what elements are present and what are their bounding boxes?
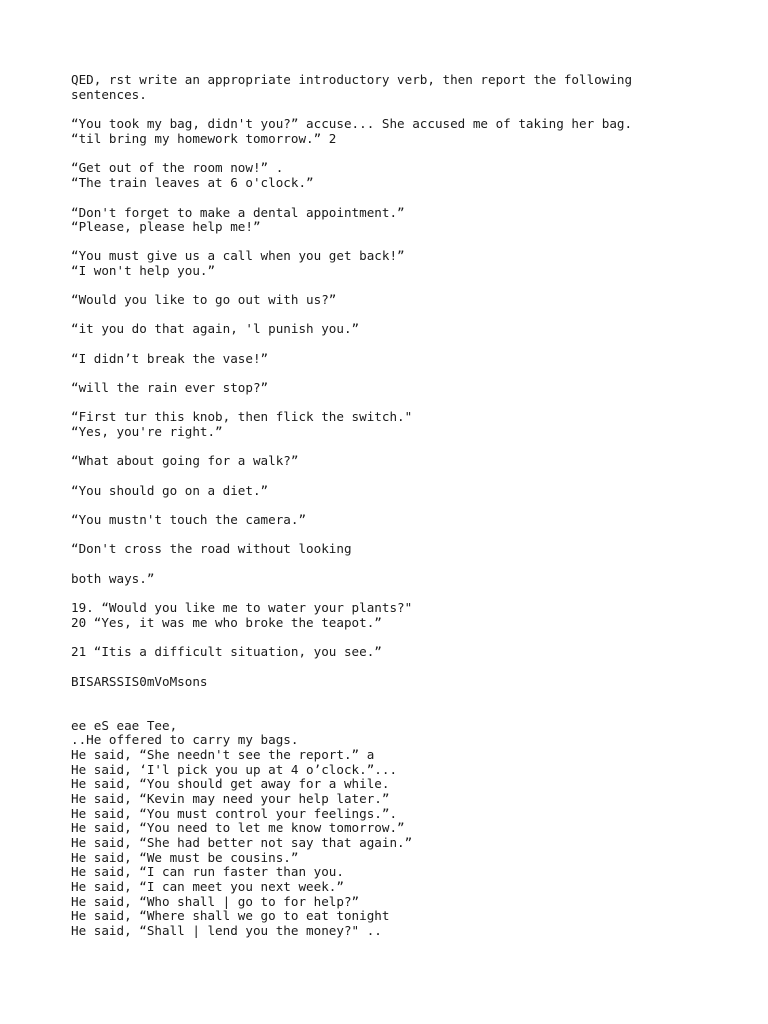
instruction-line-2: sentences. — [71, 87, 147, 102]
exercise-line: “til bring my homework tomorrow.” 2 — [71, 131, 337, 146]
exercise-line: “You should go on a diet.” — [71, 483, 269, 498]
exercise-line: “Yes, you're right.” — [71, 424, 223, 439]
exercise-line: “What about going for a walk?” — [71, 453, 299, 468]
reported-line: He said, “Shall | lend you the money?" .. — [71, 923, 382, 938]
reported-line: He said, “Where shall we go to eat tonight — [71, 908, 390, 923]
exercise-line: “Please, please help me!” — [71, 219, 261, 234]
instruction-line-1: QED, rst write an appropriate introductory verb, then report the following — [71, 72, 633, 87]
exercise-line: 21 “Itis a difficult situation, you see.” — [71, 644, 382, 659]
reported-line: He said, “Kevin may need your help later.” — [71, 791, 390, 806]
reported-line: He said, “You should get away for a while. — [71, 776, 390, 791]
exercise-line: “You must give us a call when you get back!” — [71, 248, 405, 263]
exercise-line: “You took my bag, didn't you?” accuse... She accused me of taking her bag. — [71, 116, 633, 131]
example-answer: ..He offered to carry my bags. — [71, 732, 299, 747]
exercise-line: “You mustn't touch the camera.” — [71, 512, 307, 527]
reported-line: He said, “I can meet you next week.” — [71, 879, 344, 894]
section-heading: BISARSSIS0mVoMsons — [71, 674, 208, 689]
exercise-line: “Would you like to go out with us?” — [71, 292, 337, 307]
reported-line: He said, “She needn't see the report.” a — [71, 747, 375, 762]
exercise-line: “it you do that again, 'l punish you.” — [71, 321, 360, 336]
exercise-line: both ways.” — [71, 571, 155, 586]
exercise-line: 19. “Would you like me to water your plants?" — [71, 600, 413, 615]
exercise-line: 20 “Yes, it was me who broke the teapot.” — [71, 615, 382, 630]
exercise-line: “will the rain ever stop?” — [71, 380, 269, 395]
section-line: ee eS eae Tee, — [71, 718, 178, 733]
exercise-line: “First tur this knob, then flick the switch." — [71, 409, 413, 424]
reported-line: He said, “We must be cousins.” — [71, 850, 299, 865]
reported-line: He said, “I can run faster than you. — [71, 864, 344, 879]
exercise-line: “I won't help you.” — [71, 263, 216, 278]
exercise-line: “The train leaves at 6 o'clock.” — [71, 175, 314, 190]
reported-line: He said, “You must control your feelings.”. — [71, 806, 398, 821]
exercise-line: “I didn’t break the vase!” — [71, 351, 269, 366]
exercise-line: “Get out of the room now!” . — [71, 160, 284, 175]
reported-line: He said, ‘I'l pick you up at 4 o’clock.”... — [71, 762, 398, 777]
reported-line: He said, “Who shall | go to for help?” — [71, 894, 360, 909]
exercise-line: “Don't forget to make a dental appointment.” — [71, 205, 405, 220]
reported-line: He said, “You need to let me know tomorrow.” — [71, 820, 405, 835]
reported-line: He said, “She had better not say that again.” — [71, 835, 413, 850]
exercise-line: “Don't cross the road without looking — [71, 541, 352, 556]
